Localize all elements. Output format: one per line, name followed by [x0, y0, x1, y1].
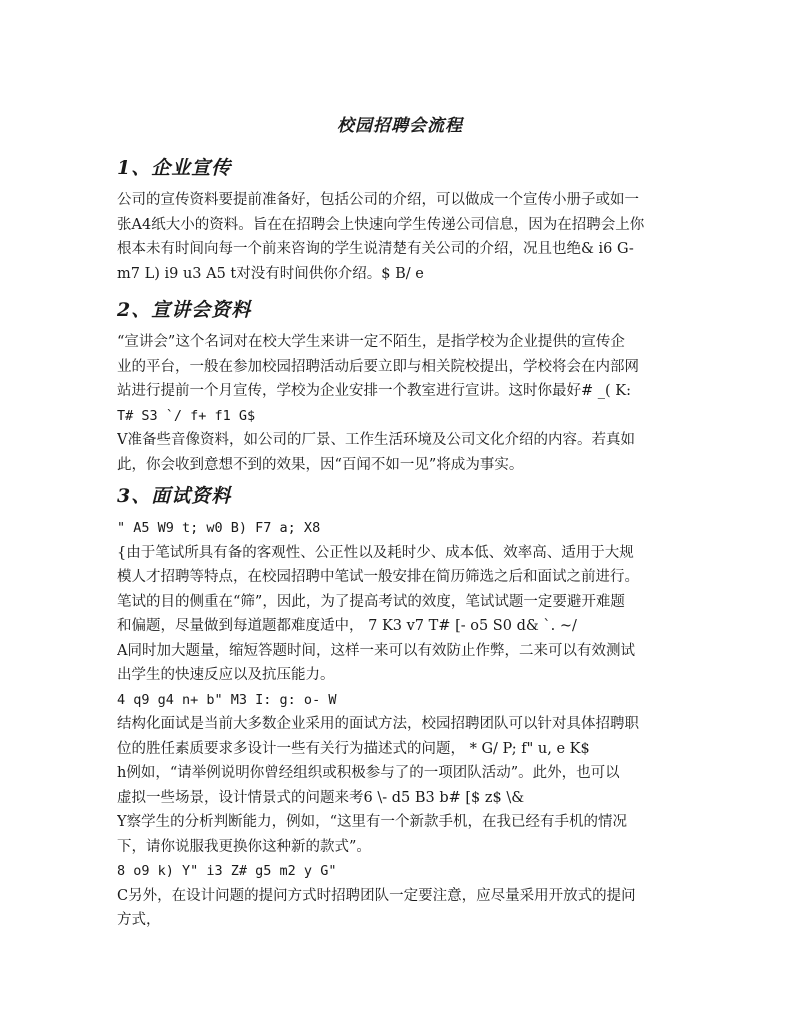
section-body-2 — [117, 330, 687, 477]
paragraph-line: 模人才招聘等特点，在校园招聘中笔试一般安排在简历筛选之后和面试之前进行。 — [117, 569, 639, 585]
paragraph-line: 下，请你说服我更换你这种新的款式”。 — [117, 838, 371, 855]
paragraph-line: 业的平台，一般在参加校园招聘活动后要立即与相关院校提出，学校将会在内部网 — [117, 358, 639, 375]
document-title: 校园招聘会流程 — [337, 116, 463, 136]
paragraph-line: 站进行提前一个月宣传，学校为企业安排一个教室进行宣讲。这时你最好# _( K: — [117, 383, 631, 399]
paragraph-line: 此，你会收到意想不到的效果，因“百闻不如一见”将成为事实。 — [117, 456, 524, 473]
paragraph-line: 4 q9 g4 n+ b" M3 I: g: o- W — [117, 691, 337, 708]
paragraph-line: 方式， — [117, 912, 161, 928]
paragraph-line: 和偏题，尽量做到每道题都难度适中， 7 K3 v7 T# [- o5 S0 d& `. ~/ — [117, 618, 577, 634]
paragraph-line: Y察学生的分析判断能力，例如，“这里有一个新款手机，在我已经有手机的情况 — [117, 814, 627, 830]
section-body-3 — [117, 516, 687, 933]
paragraph-line: 位的胜任素质要求多设计一些有关行为描述式的问题， * G/ P; f" u, e K$ — [117, 740, 590, 757]
section-body-1 — [117, 188, 687, 286]
paragraph-line: 笔试的目的侧重在“筛”，因此，为了提高考试的效度，笔试试题一定要避开难题 — [117, 593, 625, 610]
paragraph-line: A同时加大题量，缩短答题时间，这样一来可以有效防止作弊，二来可以有效测试 — [117, 642, 635, 659]
paragraph-line: {由于笔试所具有备的客观性、公正性以及耗时少、成本低、效率高、适用于大规 — [117, 544, 634, 561]
paragraph-line: " A5 W9 t; w0 B) F7 a; X8 — [117, 520, 321, 536]
paragraph-line: 8 o9 k) Y" i3 Z# g5 m2 y G" — [117, 863, 337, 879]
section-heading-1: 1、企业宣传 — [117, 157, 232, 179]
paragraph-line: C另外，在设计问题的提问方式时招聘团队一定要注意，应尽量采用开放式的提问 — [117, 887, 636, 904]
paragraph-line: T# S3 `/ f+ f1 G$ — [117, 407, 256, 424]
paragraph-line: m7 L) i9 u3 A5 t对没有时间供你介绍。$ B/ e — [117, 265, 424, 282]
section-heading-2: 2、宣讲会资料 — [117, 299, 252, 321]
paragraph-line: 张A4纸大小的资料。旨在在招聘会上快速向学生传递公司信息，因为在招聘会上你 — [117, 216, 645, 233]
paragraph-line: h例如，“请举例说明你曾经组织或积极参与了的一项团队活动”。此外，也可以 — [117, 765, 620, 781]
paragraph-line: 公司的宣传资料要提前准备好，包括公司的介绍，可以做成一个宣传小册子或如一 — [117, 192, 639, 208]
paragraph-line: 出学生的快速反应以及抗压能力。 — [117, 667, 335, 683]
paragraph-line: 结构化面试是当前大多数企业采用的面试方法，校园招聘团队可以针对具体招聘职 — [117, 716, 639, 732]
paragraph-line: “宣讲会”这个名词对在校大学生来讲一定不陌生，是指学校为企业提供的宣传企 — [117, 334, 625, 350]
paragraph-line: V准备些音像资料，如公司的厂景、工作生活环境及公司文化介绍的内容。若真如 — [117, 432, 635, 448]
section-heading-3: 3、面试资料 — [117, 485, 232, 507]
paragraph-line: 根本未有时间向每一个前来咨询的学生说清楚有关公司的介绍，况且也绝& i6 G- — [117, 241, 634, 257]
paragraph-line: 虚拟一些场景，设计情景式的问题来考6 \- d5 B3 b# [$ z$ \& — [117, 789, 525, 806]
